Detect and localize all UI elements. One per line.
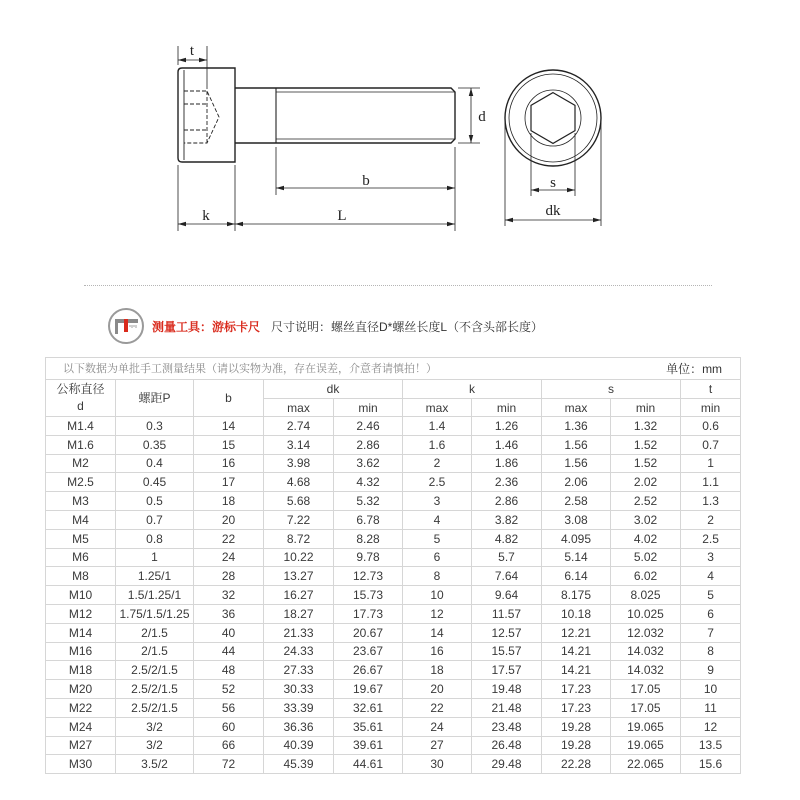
header-t-min: min	[681, 399, 741, 417]
cell-k-min: 12.57	[472, 623, 542, 642]
cell-pitch: 0.4	[116, 454, 194, 473]
table-row	[46, 642, 741, 661]
cell-pitch: 0.3	[116, 417, 194, 436]
cell-nominal-diameter: M3	[46, 492, 116, 511]
cell-k-max: 14	[403, 623, 472, 642]
cell-nominal-diameter: M18	[46, 661, 116, 680]
dimension-label-d: d	[478, 109, 486, 125]
cell-b: 15	[194, 435, 264, 454]
cell-dk-max: 30.33	[264, 680, 334, 699]
cell-dk-max: 33.39	[264, 698, 334, 717]
header-nominal-diameter	[46, 380, 116, 417]
table-row	[46, 586, 741, 605]
cell-pitch: 1	[116, 548, 194, 567]
cell-pitch: 3/2	[116, 736, 194, 755]
table-row	[46, 417, 741, 436]
cell-t-min: 1.3	[681, 492, 741, 511]
cell-nominal-diameter: M20	[46, 680, 116, 699]
cell-dk-min: 17.73	[334, 604, 403, 623]
cell-dk-max: 3.98	[264, 454, 334, 473]
cell-b: 48	[194, 661, 264, 680]
cell-b: 66	[194, 736, 264, 755]
cell-dk-min: 2.46	[334, 417, 403, 436]
cell-s-min: 17.05	[611, 698, 681, 717]
extension-lines	[178, 46, 480, 231]
table-row	[46, 604, 741, 623]
cell-k-min: 2.86	[472, 492, 542, 511]
cell-b: 20	[194, 510, 264, 529]
cell-dk-min: 9.78	[334, 548, 403, 567]
table-row	[46, 717, 741, 736]
spec-table	[45, 357, 741, 774]
cell-b: 14	[194, 417, 264, 436]
cell-s-min: 12.032	[611, 623, 681, 642]
header-pitch: 螺距P	[116, 380, 194, 417]
cell-b: 60	[194, 717, 264, 736]
cell-dk-max: 21.33	[264, 623, 334, 642]
cell-nominal-diameter: M8	[46, 567, 116, 586]
cell-s-max: 17.23	[542, 680, 611, 699]
head-outer-circle	[505, 70, 601, 166]
cell-dk-max: 2.74	[264, 417, 334, 436]
cell-dk-min: 6.78	[334, 510, 403, 529]
header-nominal-symbol: d	[77, 399, 84, 413]
cell-k-min: 17.57	[472, 661, 542, 680]
cell-k-min: 4.82	[472, 529, 542, 548]
cell-k-max: 12	[403, 604, 472, 623]
cell-k-max: 6	[403, 548, 472, 567]
cell-s-max: 4.095	[542, 529, 611, 548]
table-row	[46, 492, 741, 511]
cell-pitch: 3/2	[116, 717, 194, 736]
cell-pitch: 0.45	[116, 473, 194, 492]
table-row	[46, 680, 741, 699]
cell-nominal-diameter: M16	[46, 642, 116, 661]
cell-dk-max: 36.36	[264, 717, 334, 736]
table-row	[46, 435, 741, 454]
table-row	[46, 567, 741, 586]
cell-dk-max: 45.39	[264, 755, 334, 774]
cell-dk-max: 3.14	[264, 435, 334, 454]
cell-t-min: 2.5	[681, 529, 741, 548]
cell-t-min: 5	[681, 586, 741, 605]
cell-k-min: 11.57	[472, 604, 542, 623]
cell-pitch: 1.75/1.5/1.25	[116, 604, 194, 623]
cell-s-max: 14.21	[542, 661, 611, 680]
cell-k-min: 7.64	[472, 567, 542, 586]
cell-dk-max: 13.27	[264, 567, 334, 586]
cell-b: 24	[194, 548, 264, 567]
cell-k-max: 5	[403, 529, 472, 548]
spec-table-header	[46, 358, 741, 417]
cell-s-min: 4.02	[611, 529, 681, 548]
cell-s-min: 5.02	[611, 548, 681, 567]
dimension-label-t: t	[189, 43, 195, 59]
table-row	[46, 661, 741, 680]
header-nominal-label: 公称直径	[56, 382, 105, 396]
cell-k-min: 19.48	[472, 680, 542, 699]
header-s-min: min	[611, 399, 681, 417]
cell-dk-min: 35.61	[334, 717, 403, 736]
cell-k-max: 1.4	[403, 417, 472, 436]
cell-k-min: 26.48	[472, 736, 542, 755]
cell-pitch: 1.5/1.25/1	[116, 586, 194, 605]
cell-s-max: 12.21	[542, 623, 611, 642]
cell-k-max: 20	[403, 680, 472, 699]
measurement-info	[107, 307, 543, 345]
cell-k-max: 8	[403, 567, 472, 586]
screw-shank-outline	[235, 88, 455, 143]
cell-s-min: 8.025	[611, 586, 681, 605]
cell-s-max: 19.28	[542, 736, 611, 755]
cell-dk-max: 24.33	[264, 642, 334, 661]
measuring-tool-label: 测量工具：游标卡尺	[152, 319, 261, 334]
cell-dk-min: 23.67	[334, 642, 403, 661]
header-dk-min: min	[334, 399, 403, 417]
cell-s-min: 19.065	[611, 717, 681, 736]
cell-nominal-diameter: M6	[46, 548, 116, 567]
cell-k-max: 2.5	[403, 473, 472, 492]
spec-table-body	[46, 417, 741, 774]
cell-k-min: 1.26	[472, 417, 542, 436]
cell-dk-min: 20.67	[334, 623, 403, 642]
dimension-label-L: L	[337, 208, 347, 224]
cell-k-max: 24	[403, 717, 472, 736]
cell-t-min: 15.6	[681, 755, 741, 774]
cell-s-max: 3.08	[542, 510, 611, 529]
head-chamfer-circle	[509, 74, 597, 162]
cell-nominal-diameter: M2	[46, 454, 116, 473]
cell-dk-min: 44.61	[334, 755, 403, 774]
cell-s-min: 10.025	[611, 604, 681, 623]
cell-b: 22	[194, 529, 264, 548]
table-row	[46, 473, 741, 492]
table-row	[46, 454, 741, 473]
cell-k-min: 1.46	[472, 435, 542, 454]
cell-pitch: 2.5/2/1.5	[116, 661, 194, 680]
header-k: k	[403, 380, 542, 399]
cell-t-min: 4	[681, 567, 741, 586]
cell-pitch: 0.35	[116, 435, 194, 454]
cell-k-min: 9.64	[472, 586, 542, 605]
cell-dk-min: 32.61	[334, 698, 403, 717]
cell-dk-max: 18.27	[264, 604, 334, 623]
cell-k-min: 29.48	[472, 755, 542, 774]
cell-s-min: 22.065	[611, 755, 681, 774]
cell-k-min: 2.36	[472, 473, 542, 492]
cell-s-max: 14.21	[542, 642, 611, 661]
size-description: 尺寸说明：螺丝直径D*螺丝长度L（不含头部长度）	[271, 319, 544, 334]
cell-pitch: 0.5	[116, 492, 194, 511]
cell-nominal-diameter: M27	[46, 736, 116, 755]
table-row	[46, 736, 741, 755]
cell-k-min: 3.82	[472, 510, 542, 529]
cell-s-min: 14.032	[611, 661, 681, 680]
cell-s-max: 5.14	[542, 548, 611, 567]
socket-chamfer-circle	[525, 90, 581, 146]
cell-dk-max: 27.33	[264, 661, 334, 680]
cell-s-min: 6.02	[611, 567, 681, 586]
cell-k-min: 21.48	[472, 698, 542, 717]
cell-dk-min: 4.32	[334, 473, 403, 492]
cell-s-min: 3.02	[611, 510, 681, 529]
cell-nominal-diameter: M4	[46, 510, 116, 529]
cell-s-max: 8.175	[542, 586, 611, 605]
thread-root-lines	[276, 92, 455, 139]
cell-nominal-diameter: M14	[46, 623, 116, 642]
cell-nominal-diameter: M12	[46, 604, 116, 623]
caliper-icon	[107, 307, 145, 345]
cell-s-max: 17.23	[542, 698, 611, 717]
cell-dk-min: 2.86	[334, 435, 403, 454]
cell-k-max: 27	[403, 736, 472, 755]
cell-nominal-diameter: M1.6	[46, 435, 116, 454]
cell-t-min: 6	[681, 604, 741, 623]
cell-nominal-diameter: M24	[46, 717, 116, 736]
cell-s-max: 19.28	[542, 717, 611, 736]
cell-b: 40	[194, 623, 264, 642]
cell-t-min: 0.7	[681, 435, 741, 454]
end-view	[505, 70, 601, 166]
cell-k-max: 10	[403, 586, 472, 605]
cell-k-max: 16	[403, 642, 472, 661]
cell-b: 32	[194, 586, 264, 605]
cell-t-min: 3	[681, 548, 741, 567]
cell-dk-min: 26.67	[334, 661, 403, 680]
cell-dk-min: 3.62	[334, 454, 403, 473]
unit-label: 单位：mm	[666, 361, 723, 376]
cell-s-max: 2.58	[542, 492, 611, 511]
cell-pitch: 0.7	[116, 510, 194, 529]
cell-s-max: 22.28	[542, 755, 611, 774]
cell-dk-min: 5.32	[334, 492, 403, 511]
header-b: b	[194, 380, 264, 417]
side-view	[178, 68, 455, 162]
cell-s-max: 2.06	[542, 473, 611, 492]
table-row	[46, 510, 741, 529]
cell-nominal-diameter: M5	[46, 529, 116, 548]
cell-dk-max: 10.22	[264, 548, 334, 567]
dimension-label-k: k	[202, 208, 210, 224]
cell-k-max: 18	[403, 661, 472, 680]
cell-k-max: 3	[403, 492, 472, 511]
header-k-min: min	[472, 399, 542, 417]
table-note-row	[46, 358, 741, 380]
cell-s-max: 1.36	[542, 417, 611, 436]
cell-dk-min: 8.28	[334, 529, 403, 548]
cell-s-max: 6.14	[542, 567, 611, 586]
cell-b: 72	[194, 755, 264, 774]
header-s-max: max	[542, 399, 611, 417]
side-view-dimensions	[178, 46, 480, 231]
cell-dk-max: 40.39	[264, 736, 334, 755]
table-note-cell	[46, 358, 741, 380]
cell-k-min: 15.57	[472, 642, 542, 661]
cell-nominal-diameter: M10	[46, 586, 116, 605]
cell-nominal-diameter: M1.4	[46, 417, 116, 436]
cell-pitch: 1.25/1	[116, 567, 194, 586]
cell-b: 18	[194, 492, 264, 511]
measurement-disclaimer: 以下数据为单批手工测量结果（请以实物为准，存在误差，介意者请慎拍！）	[63, 362, 437, 375]
cell-dk-max: 5.68	[264, 492, 334, 511]
cell-s-min: 2.52	[611, 492, 681, 511]
cell-k-min: 5.7	[472, 548, 542, 567]
cell-dk-min: 39.61	[334, 736, 403, 755]
cell-b: 56	[194, 698, 264, 717]
table-row	[46, 623, 741, 642]
cell-s-min: 14.032	[611, 642, 681, 661]
header-t: t	[681, 380, 741, 399]
cell-pitch: 2.5/2/1.5	[116, 698, 194, 717]
cell-t-min: 9	[681, 661, 741, 680]
cell-s-min: 1.32	[611, 417, 681, 436]
cell-t-min: 2	[681, 510, 741, 529]
cell-pitch: 3.5/2	[116, 755, 194, 774]
cell-pitch: 2.5/2/1.5	[116, 680, 194, 699]
table-row	[46, 755, 741, 774]
cell-nominal-diameter: M22	[46, 698, 116, 717]
cell-s-min: 19.065	[611, 736, 681, 755]
cell-pitch: 0.8	[116, 529, 194, 548]
cell-s-max: 10.18	[542, 604, 611, 623]
cell-k-min: 23.48	[472, 717, 542, 736]
cell-dk-max: 4.68	[264, 473, 334, 492]
dimension-label-dk: dk	[545, 203, 561, 219]
header-k-max: max	[403, 399, 472, 417]
header-dk: dk	[264, 380, 403, 399]
cell-k-max: 1.6	[403, 435, 472, 454]
cell-dk-max: 8.72	[264, 529, 334, 548]
screw-head-outline	[178, 68, 235, 162]
cell-b: 36	[194, 604, 264, 623]
cell-k-min: 1.86	[472, 454, 542, 473]
table-row	[46, 548, 741, 567]
cell-k-max: 22	[403, 698, 472, 717]
cell-b: 44	[194, 642, 264, 661]
cell-dk-max: 16.27	[264, 586, 334, 605]
header-s: s	[542, 380, 681, 399]
cell-t-min: 10	[681, 680, 741, 699]
cell-s-min: 1.52	[611, 454, 681, 473]
hex-socket-hidden-lines	[184, 91, 219, 143]
screw-technical-drawing	[0, 0, 800, 260]
cell-t-min: 1	[681, 454, 741, 473]
cell-b: 52	[194, 680, 264, 699]
cell-nominal-diameter: M2.5	[46, 473, 116, 492]
cell-t-min: 7	[681, 623, 741, 642]
cell-dk-min: 19.67	[334, 680, 403, 699]
cell-t-min: 13.5	[681, 736, 741, 755]
cell-t-min: 11	[681, 698, 741, 717]
cell-b: 17	[194, 473, 264, 492]
cell-b: 16	[194, 454, 264, 473]
cell-k-max: 4	[403, 510, 472, 529]
dimension-label-s: s	[550, 175, 556, 191]
cell-t-min: 12	[681, 717, 741, 736]
table-row	[46, 529, 741, 548]
hex-socket-outline	[531, 93, 575, 144]
dotted-divider	[84, 285, 712, 286]
cell-s-max: 1.56	[542, 454, 611, 473]
cell-t-min: 1.1	[681, 473, 741, 492]
dimension-label-b: b	[362, 173, 370, 189]
cell-dk-max: 7.22	[264, 510, 334, 529]
header-dk-max: max	[264, 399, 334, 417]
header-row-top	[46, 380, 741, 399]
cell-nominal-diameter: M30	[46, 755, 116, 774]
cell-pitch: 2/1.5	[116, 642, 194, 661]
cell-s-max: 1.56	[542, 435, 611, 454]
cell-t-min: 0.6	[681, 417, 741, 436]
cell-dk-min: 15.73	[334, 586, 403, 605]
cell-s-min: 2.02	[611, 473, 681, 492]
cell-k-max: 2	[403, 454, 472, 473]
cell-s-min: 1.52	[611, 435, 681, 454]
table-row	[46, 698, 741, 717]
cell-t-min: 8	[681, 642, 741, 661]
cell-k-max: 30	[403, 755, 472, 774]
cell-b: 28	[194, 567, 264, 586]
cell-dk-min: 12.73	[334, 567, 403, 586]
cell-s-min: 17.05	[611, 680, 681, 699]
cell-pitch: 2/1.5	[116, 623, 194, 642]
